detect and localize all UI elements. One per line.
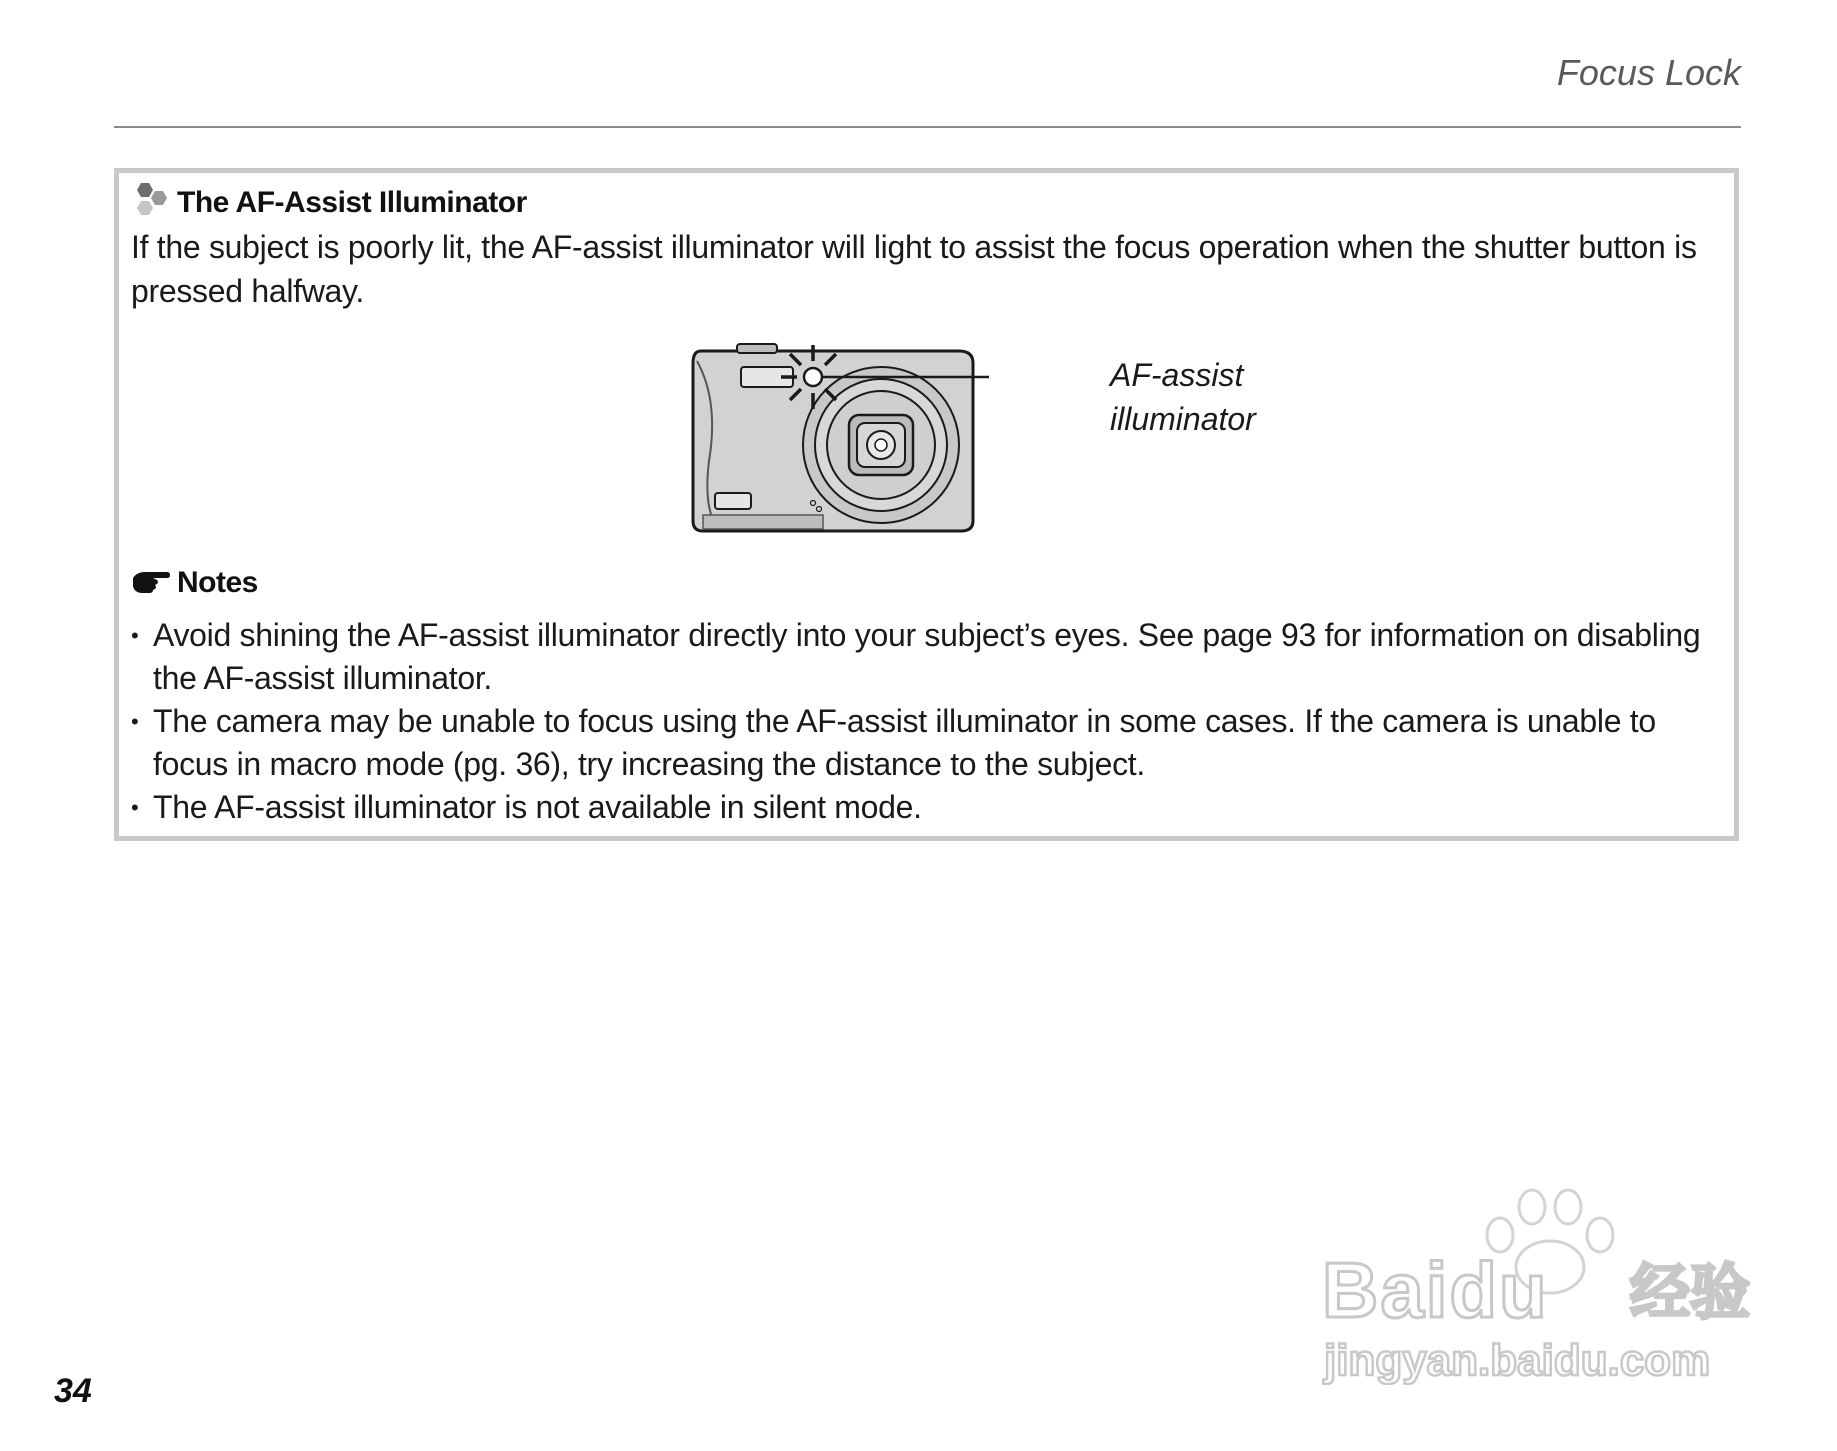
figure-label-line1: AF-assist [1110,357,1244,393]
figure-label-line2: illuminator [1110,401,1256,437]
list-item: • Avoid shining the AF-assist illuminator directly into your subject’s eyes. See page 93 for information on disabling the AF-assist illuminator. [131,614,1731,700]
baidu-jingyan-watermark [1310,1185,1760,1385]
header-rule [114,126,1741,128]
tip-heading [131,181,527,227]
tip-box [114,168,1739,841]
pointing-hand-icon [131,566,171,602]
watermark-url: jingyan.baidu.com [1324,1336,1711,1385]
notes-heading-text: Notes [177,566,258,599]
watermark-brand: Baidu [1322,1246,1549,1334]
page-number: 34 [54,1372,92,1410]
list-item: • The camera may be unable to focus using the AF-assist illuminator in some cases. If the camera is unable to focus in macro mode (pg. 36), try increasing the distance to the subject. [131,700,1731,786]
figure-callout-label [1110,353,1256,441]
list-item: • The AF-assist illuminator is not available in silent mode. [131,786,1731,829]
notes-list [131,614,1731,829]
page-header-title: Focus Lock [1556,52,1741,93]
tip-heading-text: The AF-Assist Illuminator [177,185,527,219]
notes-heading [131,566,258,602]
hexagons-icon [131,181,171,227]
watermark-cn: 经验 [1630,1258,1750,1328]
camera-illustration [689,341,1109,541]
tip-intro-paragraph: If the subject is poorly lit, the AF-assist illuminator will light to assist the focus operation when the shutter button is pressed halfway. [131,229,1697,309]
